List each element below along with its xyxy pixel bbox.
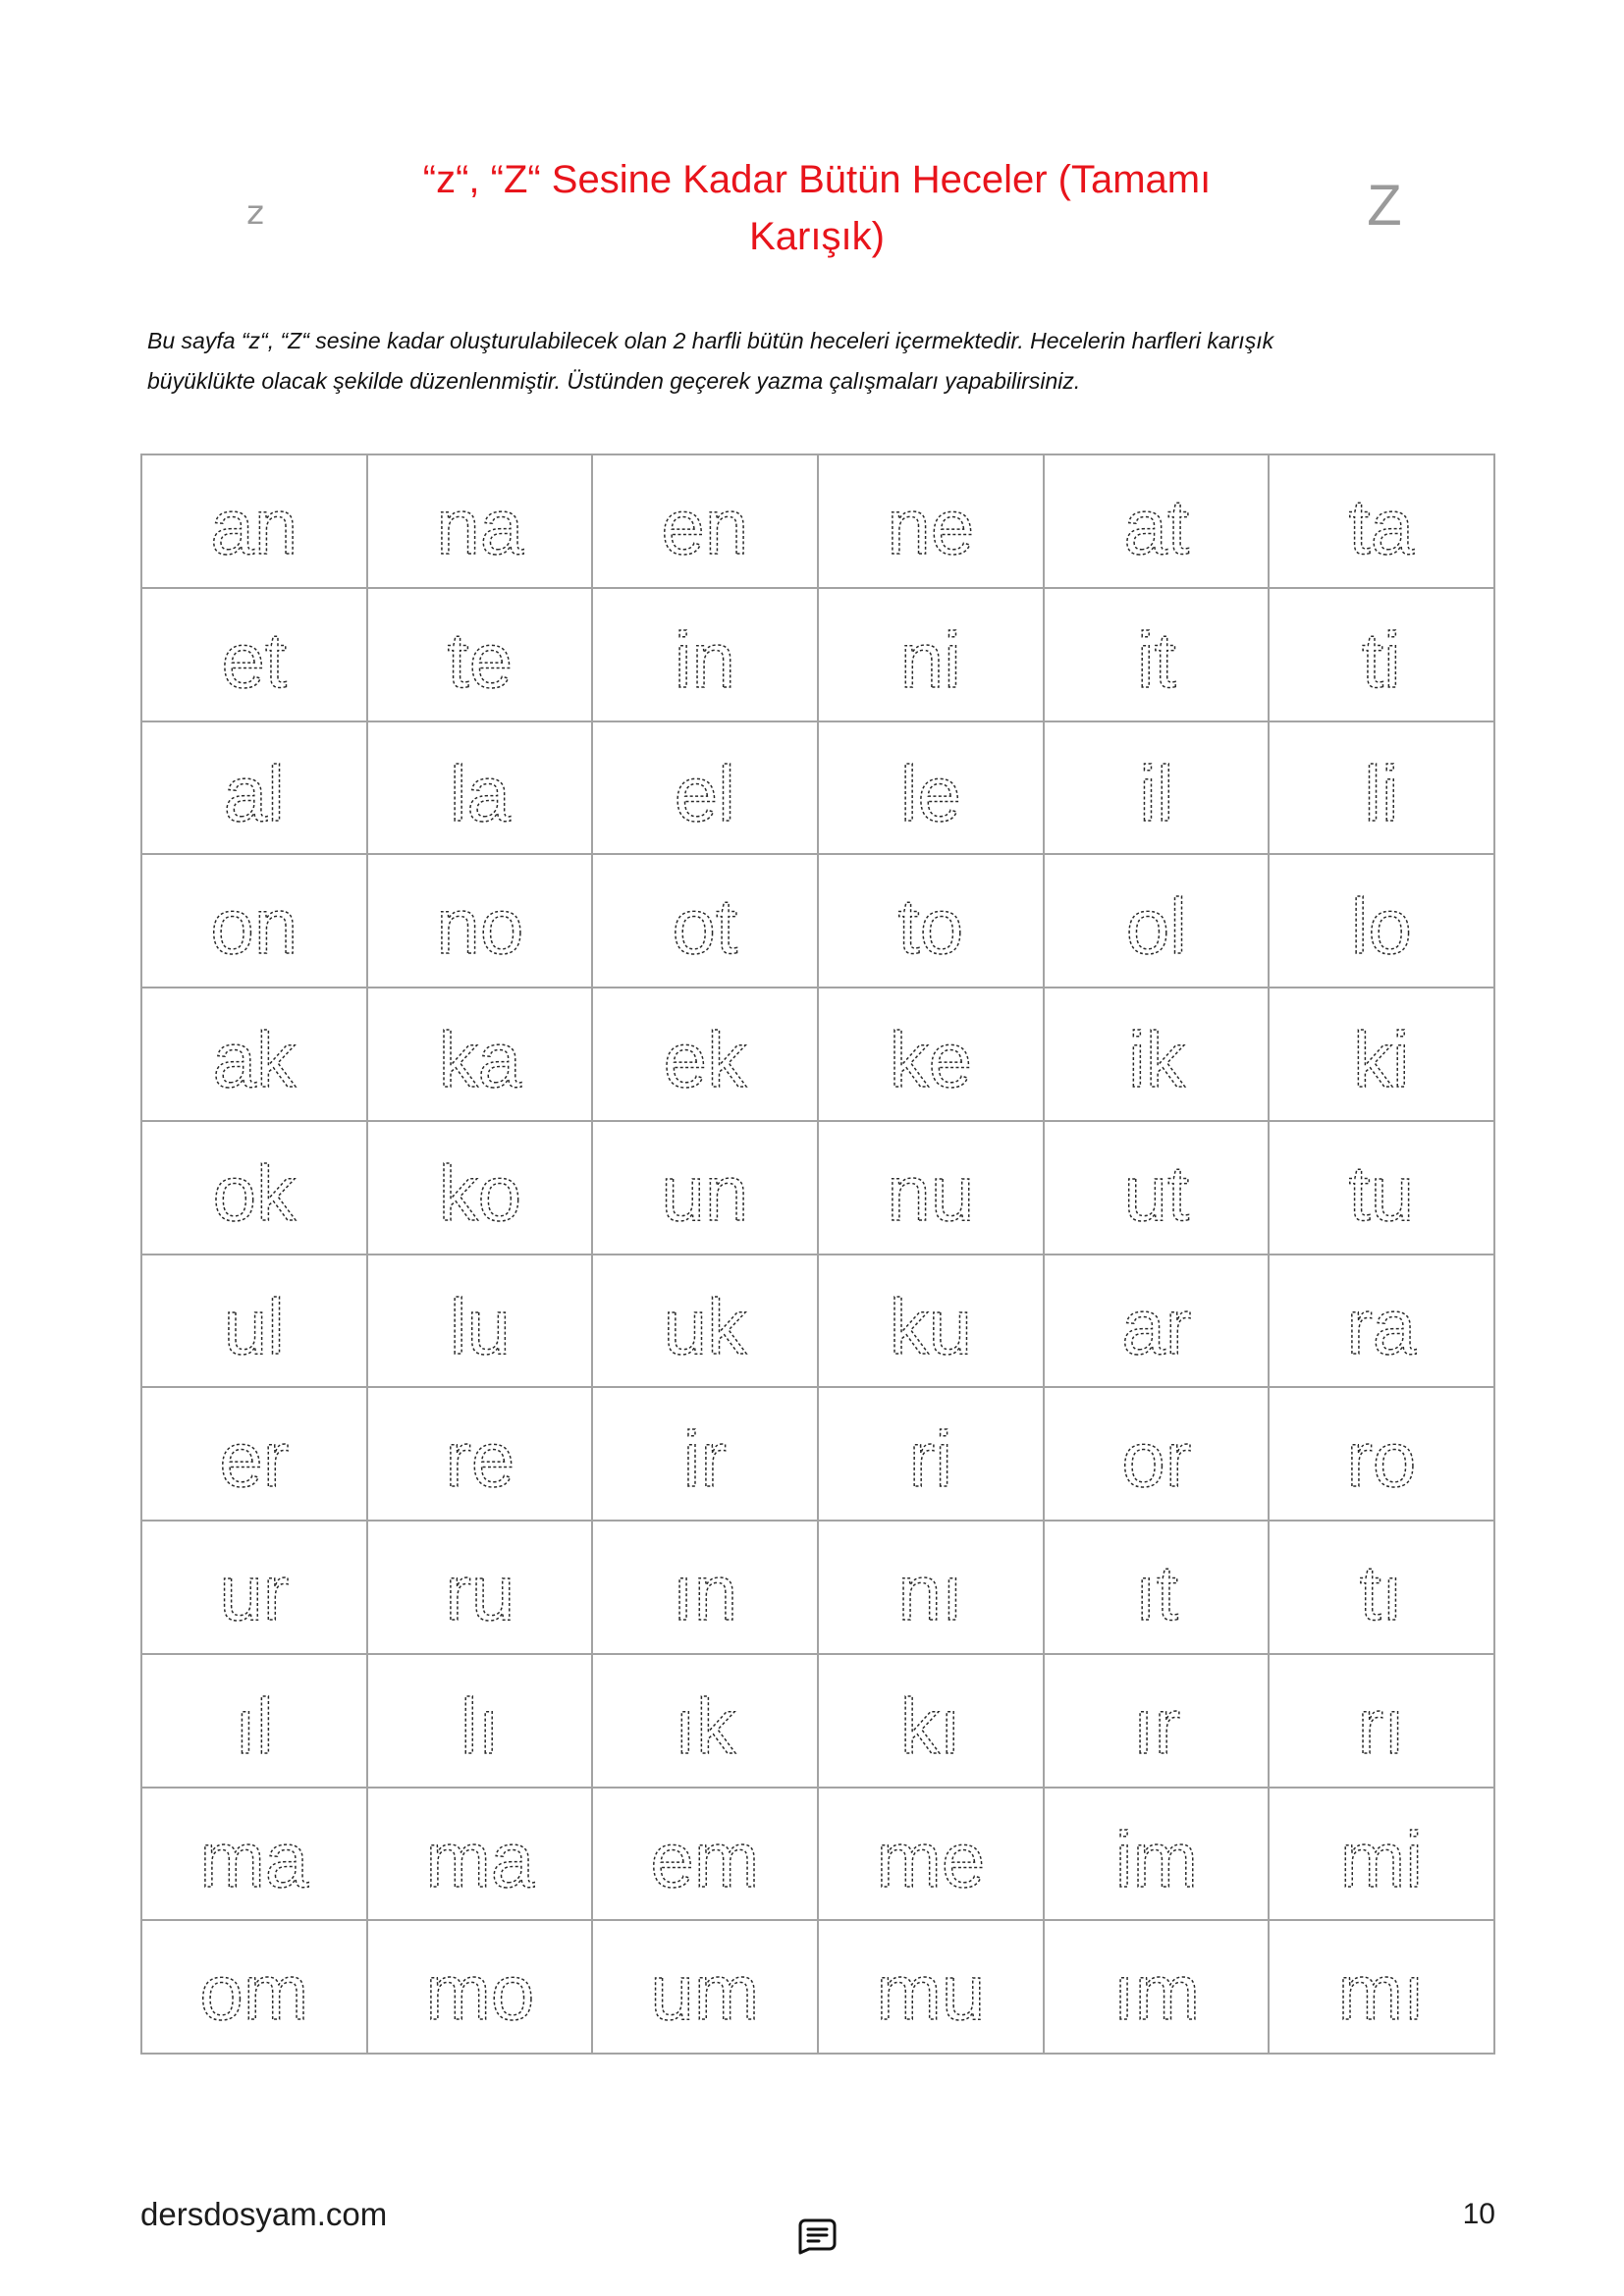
syllable-cell [368, 589, 592, 721]
syllable-text: ma [425, 1815, 534, 1903]
tracing-syllable [1045, 1388, 1269, 1520]
tracing-syllable [1270, 1522, 1493, 1653]
tracing-syllable [1045, 722, 1269, 854]
tracing-syllable [819, 855, 1043, 987]
tracing-syllable [368, 988, 592, 1120]
syllable-text: ın [672, 1548, 738, 1636]
syllable-text: ul [223, 1282, 285, 1370]
syllable-cell [142, 988, 366, 1120]
syllable-cell [819, 1122, 1043, 1254]
syllable-text: ol [1125, 882, 1187, 971]
tracing-syllable [368, 455, 592, 587]
tracing-syllable [142, 1789, 366, 1920]
tracing-syllable [142, 1388, 366, 1520]
syllable-cell [368, 988, 592, 1120]
instructions-line-2: büyüklükte olacak şekilde düzenlenmiştir. Üstünden geçerek yazma çalışmaları yapabilirsiniz. [147, 368, 1081, 394]
tracing-syllable [142, 1522, 366, 1653]
syllable-text: im [1114, 1815, 1198, 1903]
syllable-text: er [219, 1415, 290, 1504]
tracing-syllable [368, 1255, 592, 1387]
tracing-syllable [142, 1255, 366, 1387]
syllable-cell [1045, 1388, 1269, 1520]
tracing-syllable [368, 1522, 592, 1653]
syllable-cell [142, 1388, 366, 1520]
syllable-text: kı [899, 1682, 961, 1770]
tracing-syllable [593, 1789, 817, 1920]
syllable-text: ar [1120, 1282, 1191, 1370]
syllable-cell [1045, 1789, 1269, 1920]
syllable-text: to [897, 882, 964, 971]
syllable-text: an [210, 482, 298, 570]
syllable-text: ik [1127, 1015, 1185, 1103]
tracing-syllable [368, 1122, 592, 1254]
tracing-syllable [368, 589, 592, 721]
syllable-cell [1270, 589, 1493, 721]
syllable-cell [819, 1255, 1043, 1387]
tracing-syllable [819, 455, 1043, 587]
page-title-line-2: Karışık) [749, 215, 885, 258]
tracing-syllable [819, 988, 1043, 1120]
syllable-text: ke [889, 1015, 972, 1103]
syllable-cell [368, 855, 592, 987]
tracing-syllable [1045, 1122, 1269, 1254]
tracing-syllable [1270, 988, 1493, 1120]
syllable-cell [368, 1921, 592, 2053]
tracing-syllable [1045, 1789, 1269, 1920]
syllable-cell [819, 1388, 1043, 1520]
syllable-text: tu [1348, 1148, 1415, 1237]
syllable-text: ık [675, 1682, 736, 1770]
syllable-cell [1270, 988, 1493, 1120]
syllable-text: it [1136, 615, 1176, 704]
syllable-text: tı [1359, 1548, 1404, 1636]
syllable-cell [819, 455, 1043, 587]
syllable-cell [593, 988, 817, 1120]
tracing-syllable [142, 1921, 366, 2053]
syllable-cell [593, 855, 817, 987]
syllable-cell [142, 1655, 366, 1787]
syllable-text: in [675, 615, 736, 704]
tracing-syllable [1270, 722, 1493, 854]
syllable-text: ka [438, 1015, 521, 1103]
syllable-cell [142, 1921, 366, 2053]
tracing-syllable [142, 855, 366, 987]
syllable-cell [593, 455, 817, 587]
tracing-syllable [1270, 589, 1493, 721]
tracing-syllable [368, 1388, 592, 1520]
lowercase-guide-letter: z [246, 193, 264, 233]
tracing-syllable [593, 1388, 817, 1520]
syllable-cell [593, 1388, 817, 1520]
tracing-syllable [1045, 1921, 1269, 2053]
tracing-syllable [819, 589, 1043, 721]
syllable-text: la [449, 749, 511, 837]
syllable-cell [1270, 855, 1493, 987]
syllable-text: ak [212, 1015, 296, 1103]
syllable-cell [593, 722, 817, 854]
syllable-cell [1270, 1789, 1493, 1920]
syllable-text: en [661, 482, 749, 570]
syllable-text: ım [1112, 1949, 1200, 2037]
document-lines-icon [796, 2216, 838, 2256]
tracing-syllable [819, 1122, 1043, 1254]
syllable-text: ıl [234, 1682, 274, 1770]
tracing-syllable [819, 1255, 1043, 1387]
syllable-cell [1045, 455, 1269, 587]
syllable-cell [1270, 722, 1493, 854]
syllable-cell [368, 1255, 592, 1387]
tracing-syllable [1270, 1789, 1493, 1920]
syllable-cell [368, 1522, 592, 1653]
syllable-cell [593, 1255, 817, 1387]
uppercase-guide-letter: Z [1367, 174, 1402, 238]
syllable-cell [819, 722, 1043, 854]
syllable-text: ti [1362, 615, 1402, 704]
syllable-tracing-table [140, 454, 1495, 2055]
syllable-text: ma [199, 1815, 309, 1903]
tracing-syllable [593, 1522, 817, 1653]
tracing-syllable [368, 855, 592, 987]
tracing-syllable [593, 589, 817, 721]
syllable-cell [1045, 988, 1269, 1120]
syllable-cell [819, 1655, 1043, 1787]
tracing-syllable [593, 722, 817, 854]
tracing-syllable [1045, 1255, 1269, 1387]
syllable-text: me [876, 1815, 986, 1903]
syllable-text: ku [889, 1282, 972, 1370]
tracing-syllable [368, 1789, 592, 1920]
syllable-cell [368, 1655, 592, 1787]
syllable-cell [1270, 1522, 1493, 1653]
syllable-text: il [1138, 749, 1174, 837]
syllable-cell [1270, 455, 1493, 587]
syllable-text: on [210, 882, 298, 971]
syllable-text: ok [212, 1148, 296, 1237]
syllable-text: li [1364, 749, 1399, 837]
syllable-text: uk [664, 1282, 747, 1370]
tracing-syllable [819, 1655, 1043, 1787]
tracing-syllable [1270, 1921, 1493, 2053]
syllable-cell [368, 455, 592, 587]
syllable-text: or [1120, 1415, 1191, 1504]
syllable-text: ut [1123, 1148, 1189, 1237]
tracing-syllable [593, 1921, 817, 2053]
tracing-syllable [819, 1388, 1043, 1520]
tracing-syllable [1270, 1655, 1493, 1787]
tracing-syllable [593, 1122, 817, 1254]
syllable-text: ne [887, 482, 975, 570]
tracing-syllable [1045, 855, 1269, 987]
syllable-cell [142, 1789, 366, 1920]
syllable-cell [1045, 1655, 1269, 1787]
syllable-text: nu [887, 1148, 975, 1237]
tracing-syllable [142, 455, 366, 587]
tracing-syllable [1270, 455, 1493, 587]
syllable-cell [593, 1655, 817, 1787]
syllable-text: no [436, 882, 523, 971]
syllable-cell [142, 455, 366, 587]
syllable-cell [1270, 1921, 1493, 2053]
tracing-syllable [593, 1255, 817, 1387]
syllable-text: mı [1337, 1949, 1426, 2037]
syllable-text: un [661, 1148, 749, 1237]
syllable-text: le [899, 749, 961, 837]
syllable-cell [819, 1789, 1043, 1920]
syllable-cell [142, 855, 366, 987]
syllable-cell [593, 1921, 817, 2053]
syllable-cell [1270, 1255, 1493, 1387]
tracing-syllable [819, 1921, 1043, 2053]
syllable-text: ko [438, 1148, 521, 1237]
syllable-cell [1045, 1122, 1269, 1254]
syllable-text: ri [908, 1415, 952, 1504]
tracing-syllable [142, 722, 366, 854]
syllable-text: ıt [1134, 1548, 1178, 1636]
tracing-syllable [142, 1655, 366, 1787]
syllable-cell [142, 1122, 366, 1254]
tracing-syllable [593, 455, 817, 587]
syllable-cell [819, 855, 1043, 987]
syllable-text: rı [1357, 1682, 1406, 1770]
syllable-cell [142, 1522, 366, 1653]
syllable-cell [593, 1789, 817, 1920]
syllable-cell [819, 589, 1043, 721]
footer-website: dersdosyam.com [140, 2196, 388, 2232]
syllable-cell [1045, 1522, 1269, 1653]
syllable-text: ro [1346, 1415, 1417, 1504]
syllable-cell [1045, 589, 1269, 721]
tracing-syllable [368, 1921, 592, 2053]
syllable-cell [819, 988, 1043, 1120]
tracing-syllable [142, 589, 366, 721]
syllable-text: et [221, 615, 288, 704]
tracing-syllable [593, 855, 817, 987]
syllable-cell [1045, 855, 1269, 987]
syllable-cell [593, 589, 817, 721]
syllable-cell [368, 1388, 592, 1520]
syllable-cell [1270, 1655, 1493, 1787]
syllable-text: ir [683, 1415, 728, 1504]
syllable-cell [368, 722, 592, 854]
syllable-text: ur [219, 1548, 290, 1636]
syllable-cell [368, 1122, 592, 1254]
syllable-cell [1045, 1921, 1269, 2053]
tracing-syllable [819, 722, 1043, 854]
syllable-text: ru [444, 1548, 514, 1636]
tracing-syllable [368, 1655, 592, 1787]
syllable-text: mo [425, 1949, 534, 2037]
syllable-cell [1045, 722, 1269, 854]
syllable-cell [368, 1789, 592, 1920]
syllable-text: re [444, 1415, 514, 1504]
syllable-cell [593, 1522, 817, 1653]
syllable-cell [142, 589, 366, 721]
tracing-syllable [1045, 589, 1269, 721]
page-number: 10 [1462, 2198, 1495, 2230]
syllable-text: nı [897, 1548, 964, 1636]
syllable-text: lu [449, 1282, 511, 1370]
syllable-text: lo [1351, 882, 1413, 971]
syllable-text: at [1123, 482, 1189, 570]
tracing-syllable [1045, 1522, 1269, 1653]
tracing-syllable [819, 1522, 1043, 1653]
syllable-text: ta [1348, 482, 1415, 570]
syllable-text: mi [1340, 1815, 1424, 1903]
syllable-text: ek [664, 1015, 747, 1103]
instructions-text [147, 321, 1273, 401]
syllable-text: ki [1353, 1015, 1410, 1103]
syllable-cell [1270, 1388, 1493, 1520]
syllable-text: um [650, 1949, 760, 2037]
syllable-text: mu [876, 1949, 986, 2037]
tracing-syllable [1045, 1655, 1269, 1787]
syllable-cell [819, 1921, 1043, 2053]
tracing-syllable [1270, 1255, 1493, 1387]
page-title-line-1: “z“, “Z“ Sesine Kadar Bütün Heceler (Tamamı [422, 158, 1212, 201]
syllable-text: al [223, 749, 285, 837]
tracing-syllable [142, 988, 366, 1120]
tracing-syllable [593, 988, 817, 1120]
syllable-cell [1045, 1255, 1269, 1387]
syllable-text: te [447, 615, 513, 704]
instructions-line-1: Bu sayfa “z“, “Z“ sesine kadar oluşturulabilecek olan 2 harfli bütün heceleri içermektedir. Hecelerin harfleri karışık [147, 328, 1274, 353]
syllable-cell [142, 1255, 366, 1387]
syllable-text: ır [1132, 1682, 1180, 1770]
syllable-cell [593, 1122, 817, 1254]
syllable-text: ot [672, 882, 738, 971]
tracing-syllable [819, 1789, 1043, 1920]
syllable-text: el [675, 749, 736, 837]
tracing-syllable [368, 722, 592, 854]
tracing-syllable [1270, 855, 1493, 987]
tracing-syllable [1045, 988, 1269, 1120]
syllable-text: lı [460, 1682, 500, 1770]
tracing-syllable [142, 1122, 366, 1254]
tracing-syllable [1270, 1122, 1493, 1254]
syllable-cell [142, 722, 366, 854]
tracing-syllable [1270, 1388, 1493, 1520]
syllable-cell [819, 1522, 1043, 1653]
syllable-text: ra [1346, 1282, 1417, 1370]
syllable-text: om [199, 1949, 309, 2037]
syllable-text: na [436, 482, 523, 570]
tracing-syllable [1045, 455, 1269, 587]
syllable-cell [1270, 1122, 1493, 1254]
syllable-text: ni [899, 615, 961, 704]
syllable-text: em [650, 1815, 760, 1903]
tracing-syllable [593, 1655, 817, 1787]
